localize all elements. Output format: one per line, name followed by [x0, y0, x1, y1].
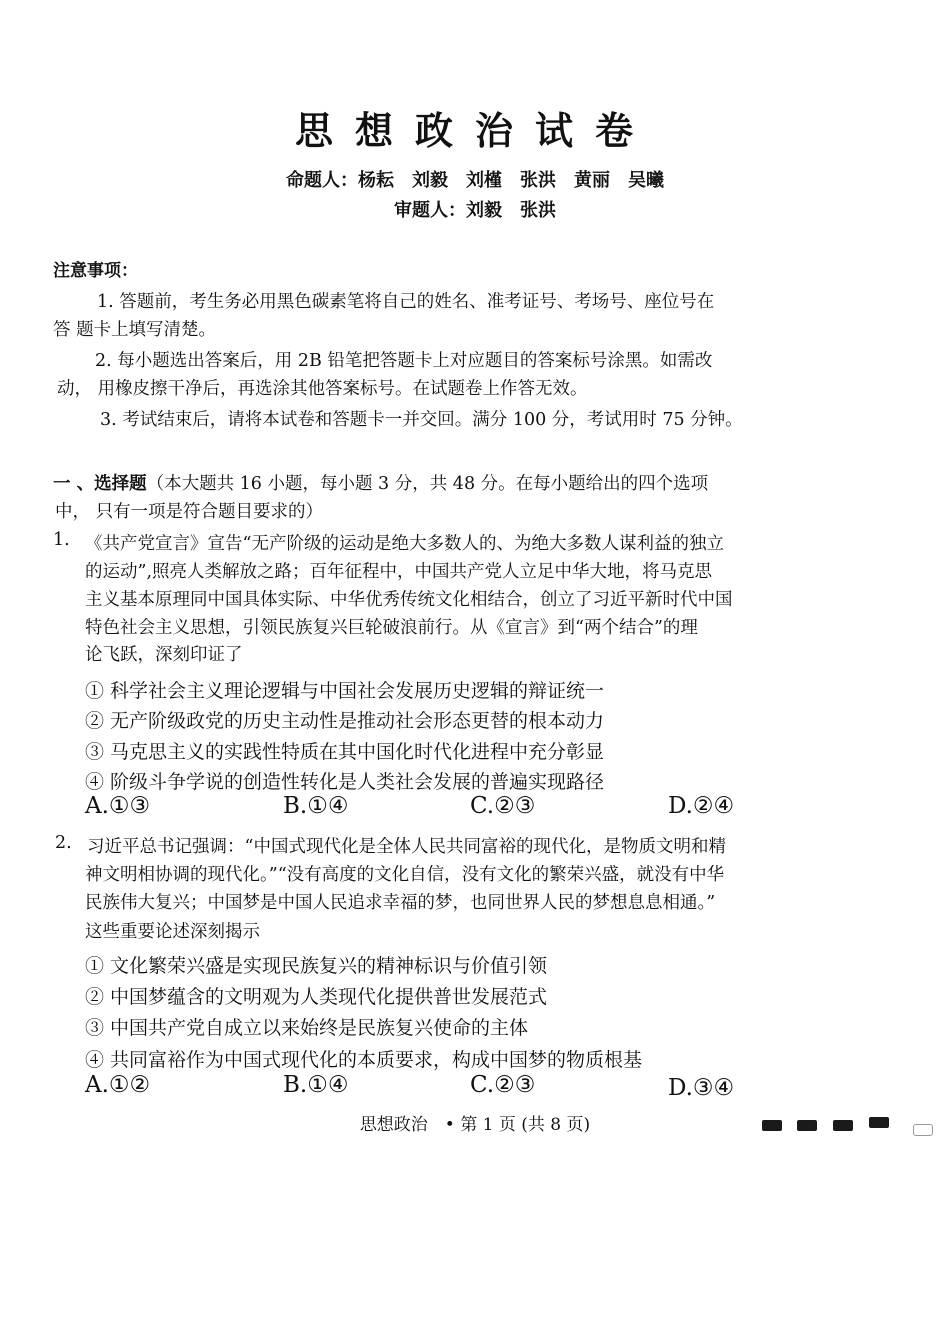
question-1-option-1: ① 科学社会主义理论逻辑与中国社会发展历史逻辑的辩证统一 [85, 680, 605, 702]
question-1-option-3: ③ 马克思主义的实践性特质在其中国化时代化进程中充分彰显 [85, 741, 605, 763]
scan-mark [762, 1120, 782, 1131]
question-2-number: 2. [55, 833, 72, 853]
scan-mark [869, 1117, 889, 1128]
question-1-choice-b[interactable]: B.①④ [283, 793, 349, 819]
question-2-line: 这些重要论述深刻揭示 [85, 922, 260, 942]
section-heading-line [53, 470, 708, 495]
question-2-option-1: ① 文化繁荣兴盛是实现民族复兴的精神标识与价值引领 [85, 955, 548, 977]
question-2-line: 习近平总书记强调：“中国式现代化是全体人民共同富裕的现代化，是物质文明和精 [87, 837, 726, 857]
question-1-line: 的运动”,照亮人类解放之路；百年征程中，中国共产党人立足中华大地，将马克思 [85, 562, 713, 582]
question-2-choice-b[interactable]: B.①④ [283, 1072, 349, 1098]
question-1-option-2: ② 无产阶级政党的历史主动性是推动社会形态更替的根本动力 [85, 710, 605, 732]
question-1-line: 主义基本原理同中国具体实际、中华优秀传统文化相结合，创立了习近平新时代中国 [85, 590, 733, 610]
notice-item-3-line-1: 3. 考试结束后，请将本试卷和答题卡一并交回。满分 100 分，考试用时 75 分钟。 [100, 410, 743, 430]
scan-mark [833, 1120, 853, 1131]
question-2-option-2: ② 中国梦蕴含的文明观为人类现代化提供普世发展范式 [85, 986, 548, 1008]
question-2-choice-a[interactable]: A.①② [85, 1072, 151, 1098]
page-title: 思想政治试卷 [294, 109, 655, 153]
question-2-choice-d[interactable]: D.③④ [668, 1075, 735, 1101]
authors-line: 命题人：杨耘 刘毅 刘槿 张洪 黄丽 吴曦 [286, 170, 664, 191]
question-1-option-4: ④ 阶级斗争学说的创造性转化是人类社会发展的普遍实现路径 [85, 771, 605, 793]
page-footer: 思想政治 • 第 1 页 (共 8 页) [359, 1115, 591, 1135]
scan-mark-outline [913, 1124, 933, 1136]
question-1-choice-d[interactable]: D.②④ [668, 793, 735, 819]
question-1-line: 论飞跃，深刻印证了 [85, 645, 243, 665]
section-description: （本大题共 16 小题，每小题 3 分，共 48 分。在每小题给出的四个选项 [146, 474, 709, 494]
question-2-option-3: ③ 中国共产党自成立以来始终是民族复兴使命的主体 [85, 1017, 529, 1039]
question-1-line: 特色社会主义思想，引领民族复兴巨轮破浪前行。从《宣言》到“两个结合”的理 [85, 618, 698, 638]
notice-item-2-line-2: 动， 用橡皮擦干净后，再选涂其他答案标号。在试题卷上作答无效。 [57, 379, 588, 399]
question-1-choice-c[interactable]: C.②③ [470, 793, 536, 819]
scan-mark [797, 1120, 817, 1131]
question-2-option-4: ④ 共同富裕作为中国式现代化的本质要求，构成中国梦的物质根基 [85, 1049, 643, 1071]
notice-item-1-line-1: 1. 答题前，考生务必用黑色碳素笔将自己的姓名、准考证号、考场号、座位号在 [97, 292, 715, 312]
question-2-choice-c[interactable]: C.②③ [470, 1072, 536, 1098]
notice-heading: 注意事项： [53, 261, 138, 281]
question-2-line: 神文明相协调的现代化。”“没有高度的文化自信，没有文化的繁荣兴盛，就没有中华 [85, 865, 725, 885]
question-2-line: 民族伟大复兴；中国梦是中国人民追求幸福的梦，也同世界人民的梦想息息相通。” [85, 893, 716, 913]
question-1-number: 1. [53, 530, 70, 550]
question-1-line: 《共产党宣言》宣告“无产阶级的运动是绝大多数人的、为绝大多数人谋利益的独立 [85, 534, 724, 554]
question-1-choice-a[interactable]: A.①③ [85, 793, 151, 819]
notice-item-1-line-2: 答 题卡上填写清楚。 [53, 320, 217, 340]
section-heading: 一 、选择题 [53, 474, 147, 494]
notice-item-2-line-1: 2. 每小题选出答案后，用 2B 铅笔把答题卡上对应题目的答案标号涂黑。如需改 [95, 351, 713, 371]
section-description-line-2: 中， 只有一项是符合题目要求的） [55, 502, 324, 522]
reviewers-line: 审题人：刘毅 张洪 [394, 200, 556, 221]
